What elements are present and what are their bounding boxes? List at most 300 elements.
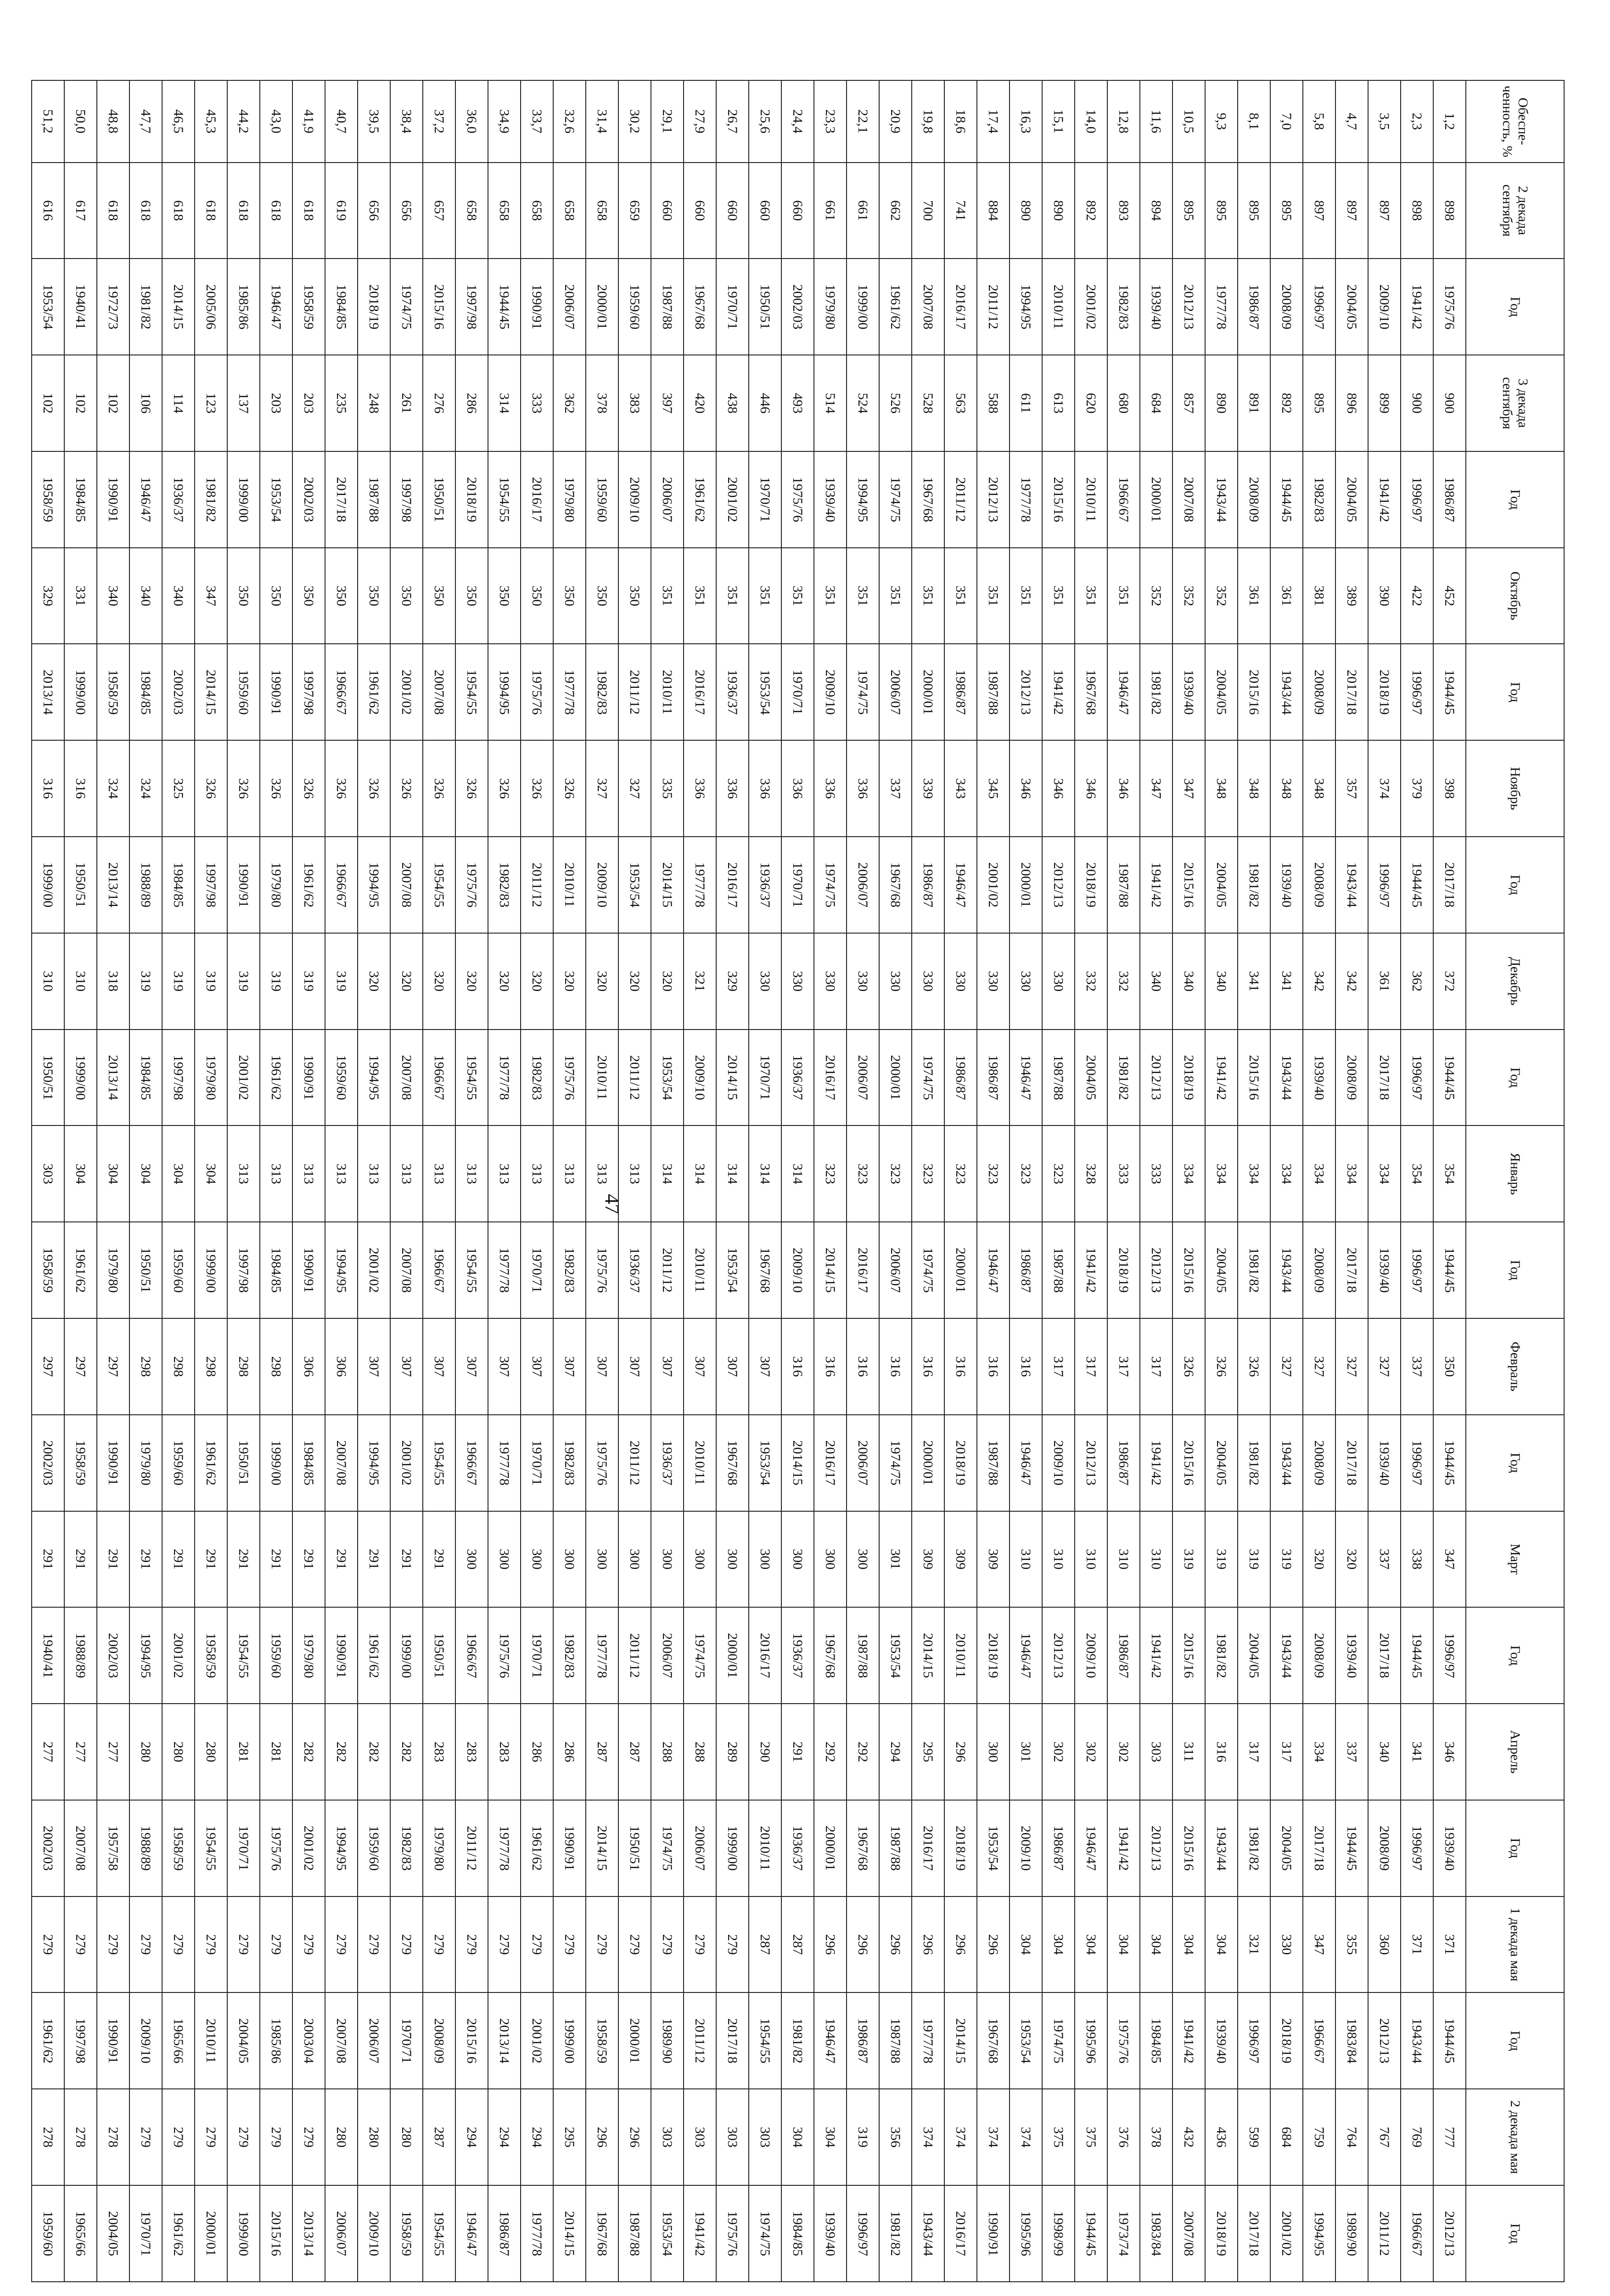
value-cell: 279 (553, 1896, 586, 1993)
year-cell: 1954/55 (455, 644, 488, 740)
table-row (814, 80, 847, 2282)
value-cell: 375 (1042, 2089, 1075, 2185)
value-cell: 422 (1401, 548, 1433, 644)
year-cell: 2008/09 (1335, 1030, 1368, 1126)
value-cell: 336 (781, 740, 814, 837)
year-cell: 1997/98 (162, 1030, 195, 1126)
year-cell: 2010/11 (1042, 259, 1075, 355)
year-cell: 2001/02 (227, 1030, 260, 1126)
year-cell: 1966/67 (1303, 1992, 1335, 2089)
year-cell: 1970/71 (749, 451, 781, 548)
year-cell: 2007/08 (390, 837, 423, 933)
year-cell: 1954/55 (195, 1800, 227, 1896)
year-cell: 2010/11 (684, 1222, 716, 1318)
year-cell: 1986/87 (1238, 259, 1270, 355)
value-cell: 291 (97, 1511, 129, 1608)
year-cell: 1939/40 (1205, 1992, 1238, 2089)
value-cell: 347 (1140, 740, 1172, 837)
value-cell: 317 (1075, 1318, 1107, 1415)
year-cell: 1979/80 (423, 1800, 455, 1896)
year-cell: 2000/01 (912, 644, 944, 740)
value-cell: 334 (1335, 1125, 1368, 1222)
year-cell: 2002/03 (32, 1800, 64, 1896)
value-cell: 303 (651, 2089, 684, 2185)
year-cell: 2011/12 (521, 837, 553, 933)
year-cell: 1984/85 (1140, 1992, 1172, 2089)
value-cell: 378 (1140, 2089, 1172, 2185)
value-cell: 300 (716, 1511, 749, 1608)
value-cell: 313 (390, 1125, 423, 1222)
year-cell: 1986/87 (1433, 451, 1466, 548)
value-cell: 330 (1042, 933, 1075, 1030)
year-cell: 1984/85 (129, 1030, 162, 1126)
year-cell: 1996/97 (1401, 1800, 1433, 1896)
year-cell: 1966/67 (1107, 451, 1140, 548)
value-cell: 334 (1205, 1125, 1238, 1222)
year-cell: 1944/45 (1075, 2185, 1107, 2282)
value-cell: 352 (1172, 548, 1205, 644)
value-cell: 334 (1368, 1125, 1401, 1222)
year-cell: 1990/91 (227, 837, 260, 933)
year-cell: 1953/54 (1010, 1992, 1042, 2089)
probability-cell: 41,9 (292, 80, 325, 163)
year-cell: 1961/62 (879, 259, 912, 355)
value-cell: 340 (1205, 933, 1238, 1030)
value-cell: 350 (455, 548, 488, 644)
value-cell: 279 (455, 1896, 488, 1993)
value-cell: 340 (1172, 933, 1205, 1030)
year-cell: 1975/76 (586, 1415, 618, 1511)
value-cell: 282 (390, 1704, 423, 1800)
value-cell: 351 (879, 548, 912, 644)
year-cell: 1986/87 (1042, 1800, 1075, 1896)
value-cell: 279 (292, 1896, 325, 1993)
year-cell: 1959/60 (358, 1800, 390, 1896)
value-cell: 319 (195, 933, 227, 1030)
year-cell: 1990/91 (97, 451, 129, 548)
value-cell: 325 (162, 740, 195, 837)
value-cell: 314 (684, 1125, 716, 1222)
year-cell: 1954/55 (488, 451, 521, 548)
year-cell: 1959/60 (325, 1030, 358, 1126)
value-cell: 374 (1010, 2089, 1042, 2185)
year-cell: 2009/10 (1042, 1415, 1075, 1511)
year-cell: 2012/13 (1075, 1415, 1107, 1511)
column-header: Октябрь (1466, 548, 1564, 644)
value-cell: 313 (553, 1125, 586, 1222)
value-cell: 341 (1270, 933, 1303, 1030)
year-cell: 1943/44 (1205, 1800, 1238, 1896)
value-cell: 680 (1107, 355, 1140, 451)
probability-cell: 45,3 (195, 80, 227, 163)
value-cell: 301 (879, 1511, 912, 1608)
year-cell: 1953/54 (260, 451, 292, 548)
year-cell: 2012/13 (1140, 1222, 1172, 1318)
table-row (1075, 80, 1107, 2282)
year-cell: 1986/87 (1107, 1607, 1140, 1704)
value-cell: 340 (162, 548, 195, 644)
year-cell: 2018/19 (358, 259, 390, 355)
value-cell: 310 (32, 933, 64, 1030)
value-cell: 618 (195, 163, 227, 259)
year-cell: 1997/98 (195, 837, 227, 933)
table-row (684, 80, 716, 2282)
value-cell: 352 (1205, 548, 1238, 644)
probability-cell: 32,6 (553, 80, 586, 163)
value-cell: 283 (423, 1704, 455, 1800)
value-cell: 304 (1172, 1896, 1205, 1993)
year-cell: 1977/78 (488, 1800, 521, 1896)
table-row (455, 80, 488, 2282)
year-cell: 1954/55 (227, 1607, 260, 1704)
year-cell: 1987/88 (847, 1607, 879, 1704)
year-cell: 1950/51 (227, 1415, 260, 1511)
value-cell: 304 (64, 1125, 97, 1222)
year-cell: 1974/75 (879, 451, 912, 548)
value-cell: 324 (97, 740, 129, 837)
year-cell: 1977/78 (1205, 259, 1238, 355)
year-cell: 2009/10 (814, 644, 847, 740)
value-cell: 291 (162, 1511, 195, 1608)
year-cell: 2007/08 (390, 1222, 423, 1318)
value-cell: 895 (1205, 163, 1238, 259)
year-cell: 1941/42 (1107, 1800, 1140, 1896)
value-cell: 316 (847, 1318, 879, 1415)
value-cell: 656 (390, 163, 423, 259)
column-header: Год (1466, 1607, 1564, 1704)
probability-cell: 34,9 (488, 80, 521, 163)
value-cell: 320 (651, 933, 684, 1030)
probability-cell: 19,8 (912, 80, 944, 163)
value-cell: 360 (1368, 1896, 1401, 1993)
value-cell: 307 (684, 1318, 716, 1415)
year-cell: 2005/06 (195, 259, 227, 355)
year-cell: 1998/99 (1042, 2185, 1075, 2282)
year-cell: 2004/05 (1075, 1030, 1107, 1126)
value-cell: 397 (651, 355, 684, 451)
year-cell: 1950/51 (64, 837, 97, 933)
year-cell: 1954/55 (749, 1992, 781, 2089)
year-cell: 2014/15 (781, 1415, 814, 1511)
value-cell: 350 (227, 548, 260, 644)
value-cell: 618 (97, 163, 129, 259)
year-cell: 2007/08 (325, 1992, 358, 2089)
value-cell: 319 (1205, 1511, 1238, 1608)
table-row (292, 80, 325, 2282)
year-cell: 1967/68 (814, 1607, 847, 1704)
table-row (390, 80, 423, 2282)
year-cell: 1974/75 (684, 1607, 716, 1704)
value-cell: 279 (390, 1896, 423, 1993)
table-row (1140, 80, 1172, 2282)
year-cell: 1941/42 (684, 2185, 716, 2282)
value-cell: 374 (912, 2089, 944, 2185)
value-cell: 329 (716, 933, 749, 1030)
value-cell: 279 (195, 1896, 227, 1993)
value-cell: 375 (1075, 2089, 1107, 2185)
year-cell: 2007/08 (64, 1800, 97, 1896)
year-cell: 1950/51 (423, 451, 455, 548)
year-cell: 1974/75 (390, 259, 423, 355)
year-cell: 1995/96 (1075, 1992, 1107, 2089)
year-cell: 1966/67 (325, 837, 358, 933)
year-cell: 2017/18 (325, 451, 358, 548)
table-row (1205, 80, 1238, 2282)
year-cell: 1994/95 (358, 1030, 390, 1126)
year-cell: 2016/17 (944, 2185, 977, 2282)
value-cell: 307 (358, 1318, 390, 1415)
year-cell: 1939/40 (1368, 1415, 1401, 1511)
year-cell: 1982/83 (553, 1415, 586, 1511)
year-cell: 2004/05 (1270, 1800, 1303, 1896)
value-cell: 279 (618, 1896, 651, 1993)
value-cell: 316 (977, 1318, 1010, 1415)
value-cell: 292 (814, 1704, 847, 1800)
year-cell: 2017/18 (1335, 644, 1368, 740)
value-cell: 438 (716, 355, 749, 451)
value-cell: 327 (1303, 1318, 1335, 1415)
value-cell: 279 (129, 1896, 162, 1993)
value-cell: 333 (1107, 1125, 1140, 1222)
year-cell: 1966/67 (325, 644, 358, 740)
year-cell: 1950/51 (618, 1800, 651, 1896)
value-cell: 326 (1205, 1318, 1238, 1415)
year-cell: 2011/12 (618, 1607, 651, 1704)
year-cell: 2012/13 (977, 451, 1010, 548)
probability-cell: 51,2 (32, 80, 64, 163)
year-cell: 1946/47 (1010, 1415, 1042, 1511)
year-cell: 1970/71 (781, 837, 814, 933)
year-cell: 1984/85 (292, 1415, 325, 1511)
value-cell: 658 (488, 163, 521, 259)
value-cell: 300 (651, 1511, 684, 1608)
year-cell: 1944/45 (1401, 1607, 1433, 1704)
year-cell: 2018/19 (1205, 2185, 1238, 2282)
year-cell: 1984/85 (64, 451, 97, 548)
value-cell: 330 (749, 933, 781, 1030)
year-cell: 1977/78 (521, 2185, 553, 2282)
year-cell: 2004/05 (1238, 1607, 1270, 1704)
year-cell: 2004/05 (1205, 1415, 1238, 1511)
year-cell: 2010/11 (1075, 451, 1107, 548)
year-cell: 1958/59 (162, 1800, 195, 1896)
year-cell: 1984/85 (260, 1222, 292, 1318)
year-cell: 1977/78 (488, 1222, 521, 1318)
year-cell: 1987/88 (358, 451, 390, 548)
value-cell: 330 (879, 933, 912, 1030)
year-cell: 1994/95 (325, 1800, 358, 1896)
year-cell: 1985/86 (260, 1992, 292, 2089)
year-cell: 1987/88 (879, 1800, 912, 1896)
year-cell: 1981/82 (1238, 837, 1270, 933)
value-cell: 350 (618, 548, 651, 644)
year-cell: 1974/75 (1042, 1992, 1075, 2089)
table-row (651, 80, 684, 2282)
value-cell: 307 (488, 1318, 521, 1415)
value-cell: 277 (97, 1704, 129, 1800)
year-cell: 1977/78 (488, 1415, 521, 1511)
value-cell: 896 (1335, 355, 1368, 451)
value-cell: 326 (455, 740, 488, 837)
year-cell: 1936/37 (781, 1800, 814, 1896)
probability-cell: 24,4 (781, 80, 814, 163)
probability-cell: 37,2 (423, 80, 455, 163)
year-cell: 2009/10 (1368, 259, 1401, 355)
value-cell: 304 (814, 2089, 847, 2185)
value-cell: 304 (97, 1125, 129, 1222)
value-cell: 323 (814, 1125, 847, 1222)
year-cell: 1981/82 (1205, 1607, 1238, 1704)
year-cell: 2015/16 (423, 259, 455, 355)
year-cell: 1988/89 (64, 1607, 97, 1704)
value-cell: 309 (944, 1511, 977, 1608)
value-cell: 321 (684, 933, 716, 1030)
value-cell: 316 (781, 1318, 814, 1415)
value-cell: 235 (325, 355, 358, 451)
year-cell: 1990/91 (97, 1992, 129, 2089)
value-cell: 280 (390, 2089, 423, 2185)
year-cell: 2007/08 (912, 259, 944, 355)
column-header: Год (1466, 1030, 1564, 1126)
year-cell: 1944/45 (1433, 1415, 1466, 1511)
year-cell: 1967/68 (977, 1992, 1010, 2089)
year-cell: 2004/05 (97, 2185, 129, 2282)
value-cell: 307 (390, 1318, 423, 1415)
value-cell: 335 (651, 740, 684, 837)
year-cell: 2016/17 (814, 1030, 847, 1126)
value-cell: 278 (97, 2089, 129, 2185)
value-cell: 900 (1401, 355, 1433, 451)
value-cell: 857 (1172, 355, 1205, 451)
value-cell: 279 (227, 2089, 260, 2185)
year-cell: 2001/02 (358, 1222, 390, 1318)
year-cell: 1999/00 (64, 644, 97, 740)
year-cell: 2002/03 (162, 644, 195, 740)
year-cell: 1996/97 (1303, 259, 1335, 355)
year-cell: 1970/71 (749, 1030, 781, 1126)
value-cell: 276 (423, 355, 455, 451)
value-cell: 319 (260, 933, 292, 1030)
value-cell: 304 (1107, 1896, 1140, 1993)
year-cell: 1944/45 (1401, 837, 1433, 933)
value-cell: 330 (814, 933, 847, 1030)
year-cell: 1979/80 (814, 259, 847, 355)
value-cell: 102 (97, 355, 129, 451)
value-cell: 351 (912, 548, 944, 644)
year-cell: 1977/78 (684, 837, 716, 933)
value-cell: 658 (521, 163, 553, 259)
value-cell: 323 (1010, 1125, 1042, 1222)
probability-cell: 31,4 (586, 80, 618, 163)
year-cell: 1994/95 (358, 1415, 390, 1511)
value-cell: 446 (749, 355, 781, 451)
value-cell: 320 (618, 933, 651, 1030)
value-cell: 350 (488, 548, 521, 644)
year-cell: 1958/59 (390, 2185, 423, 2282)
year-cell: 1994/95 (488, 644, 521, 740)
value-cell: 304 (781, 2089, 814, 2185)
year-cell: 2012/13 (1433, 2185, 1466, 2282)
value-cell: 769 (1401, 2089, 1433, 2185)
value-cell: 310 (1075, 1511, 1107, 1608)
table-row (1042, 80, 1075, 2282)
year-cell: 1966/67 (455, 1607, 488, 1704)
year-cell: 2000/01 (912, 1415, 944, 1511)
year-cell: 2016/17 (716, 837, 749, 933)
value-cell: 329 (32, 548, 64, 644)
year-cell: 2014/15 (716, 1030, 749, 1126)
year-cell: 1988/89 (129, 837, 162, 933)
year-cell: 1999/00 (32, 837, 64, 933)
year-cell: 1994/95 (1010, 259, 1042, 355)
value-cell: 287 (749, 1896, 781, 1993)
year-cell: 2018/19 (1172, 1030, 1205, 1126)
year-cell: 1982/83 (488, 837, 521, 933)
value-cell: 658 (586, 163, 618, 259)
year-cell: 1967/68 (716, 1415, 749, 1511)
year-cell: 1996/97 (847, 2185, 879, 2282)
value-cell: 390 (1368, 548, 1401, 644)
value-cell: 326 (227, 740, 260, 837)
year-cell: 2002/03 (32, 1415, 64, 1511)
value-cell: 286 (455, 355, 488, 451)
value-cell: 298 (260, 1318, 292, 1415)
year-cell: 1970/71 (521, 1415, 553, 1511)
value-cell: 342 (1335, 933, 1368, 1030)
year-cell: 1950/51 (423, 1607, 455, 1704)
value-cell: 320 (586, 933, 618, 1030)
value-cell: 313 (521, 1125, 553, 1222)
year-cell: 2006/07 (847, 1030, 879, 1126)
year-cell: 2018/19 (1368, 644, 1401, 740)
year-cell: 1975/76 (521, 644, 553, 740)
value-cell: 611 (1010, 355, 1042, 451)
value-cell: 304 (195, 1125, 227, 1222)
year-cell: 1986/87 (977, 1030, 1010, 1126)
probability-cell: 38,4 (390, 80, 423, 163)
value-cell: 307 (651, 1318, 684, 1415)
year-cell: 2010/11 (651, 644, 684, 740)
year-cell: 1943/44 (1270, 1415, 1303, 1511)
year-cell: 2006/07 (325, 2185, 358, 2282)
year-cell: 1977/78 (553, 644, 586, 740)
value-cell: 340 (129, 548, 162, 644)
year-cell: 2011/12 (618, 1415, 651, 1511)
value-cell: 296 (879, 1896, 912, 1993)
year-cell: 2018/19 (455, 451, 488, 548)
year-cell: 1959/60 (32, 2185, 64, 2282)
probability-cell: 7,0 (1270, 80, 1303, 163)
value-cell: 280 (195, 1704, 227, 1800)
value-cell: 301 (1010, 1704, 1042, 1800)
value-cell: 684 (1140, 355, 1172, 451)
value-cell: 619 (325, 163, 358, 259)
year-cell: 1936/37 (618, 1222, 651, 1318)
year-cell: 1975/76 (553, 1030, 586, 1126)
year-cell: 1995/96 (1010, 2185, 1042, 2282)
table-row (716, 80, 749, 2282)
year-cell: 1997/98 (455, 259, 488, 355)
value-cell: 350 (390, 548, 423, 644)
value-cell: 327 (1335, 1318, 1368, 1415)
year-cell: 1941/42 (1401, 259, 1433, 355)
value-cell: 897 (1303, 163, 1335, 259)
value-cell: 351 (781, 548, 814, 644)
value-cell: 298 (129, 1318, 162, 1415)
year-cell: 1987/88 (651, 259, 684, 355)
value-cell: 618 (162, 163, 195, 259)
year-cell: 1990/91 (325, 1607, 358, 1704)
